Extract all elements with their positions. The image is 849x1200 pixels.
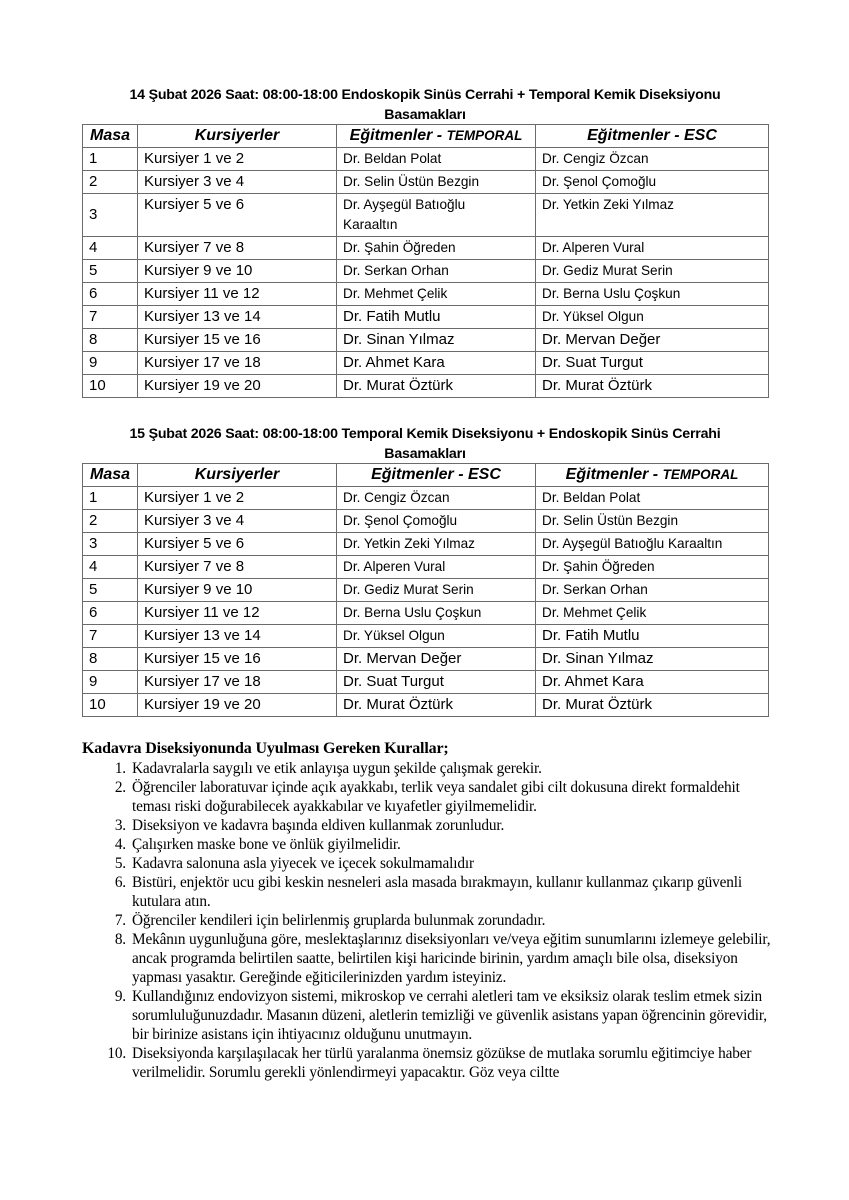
masa-cell: 10 <box>83 375 138 398</box>
kursiyer-cell: Kursiyer 15 ve 16 <box>138 648 337 671</box>
rule-text: Öğrenciler kendileri için belirlenmiş gruplarda bulunmak zorundadır. <box>132 912 546 929</box>
instructor-temporal-cell: Dr. Mehmet Çelik <box>536 602 769 625</box>
table-row <box>83 260 769 283</box>
rule-text: Kadavra salonuna asla yiyecek ve içecek sokulmamalıdır <box>132 855 474 872</box>
rule-text: Bistüri, enjektör ucu gibi keskin nesneleri asla masada bırakmayın, kullanır kullanmaz çıkarıp güvenli kutulara atın. <box>132 874 742 910</box>
header-suffix: TEMPORAL <box>446 128 523 143</box>
rule-item <box>82 835 782 854</box>
instructor-esc-cell: Dr. Murat Öztürk <box>337 694 536 717</box>
rule-item <box>82 854 782 873</box>
instructor-esc-cell: Dr. Yüksel Olgun <box>337 625 536 648</box>
table-row <box>83 148 769 171</box>
masa-cell: 4 <box>83 237 138 260</box>
masa-cell: 10 <box>83 694 138 717</box>
day2-title <box>82 424 768 464</box>
masa-cell: 4 <box>83 556 138 579</box>
table-header-row <box>83 464 769 487</box>
instructor-esc-cell: Dr. Murat Öztürk <box>536 375 769 398</box>
header-suffix: ESC <box>684 127 717 144</box>
instructor-esc-cell: Dr. Gediz Murat Serin <box>337 579 536 602</box>
masa-cell: 8 <box>83 648 138 671</box>
instructor-temporal-cell: Dr. Serkan Orhan <box>337 260 536 283</box>
rule-number: 9. <box>114 988 126 1005</box>
header-egitmenler-temporal <box>536 464 769 487</box>
kursiyer-cell: Kursiyer 3 ve 4 <box>138 171 337 194</box>
masa-cell: 6 <box>83 602 138 625</box>
table-row <box>83 329 769 352</box>
instructor-esc-cell: Dr. Cengiz Özcan <box>337 487 536 510</box>
header-masa: Masa <box>83 125 138 148</box>
header-kursiyerler: Kursiyerler <box>138 125 337 148</box>
masa-cell: 8 <box>83 329 138 352</box>
table-row <box>83 375 769 398</box>
table-row <box>83 237 769 260</box>
rule-text: Kadavralarla saygılı ve etik anlayışa uygun şekilde çalışmak gerekir. <box>132 760 542 777</box>
day1-title-line1: 14 Şubat 2026 Saat: 08:00-18:00 Endoskopik Sinüs Cerrahi + Temporal Kemik Diseksiyonu <box>129 87 721 103</box>
masa-cell: 1 <box>83 148 138 171</box>
table-row <box>83 556 769 579</box>
kursiyer-cell: Kursiyer 11 ve 12 <box>138 602 337 625</box>
rule-item <box>82 778 782 816</box>
instructor-esc-cell: Dr. Mervan Değer <box>536 329 769 352</box>
instructor-esc-cell: Dr. Suat Turgut <box>337 671 536 694</box>
table-row <box>83 533 769 556</box>
rule-number: 4. <box>114 836 126 853</box>
kursiyer-cell: Kursiyer 9 ve 10 <box>138 260 337 283</box>
instructor-temporal-cell: Dr. Ayşegül Batıoğlu Karaaltın <box>337 194 536 237</box>
day1-title <box>82 85 768 125</box>
day2-schedule-table <box>82 463 769 717</box>
masa-cell: 3 <box>83 194 138 237</box>
instructor-esc-cell: Dr. Yetkin Zeki Yılmaz <box>337 533 536 556</box>
rule-text: Kullandığınız endovizyon sistemi, mikroskop ve cerrahi aletleri tam ve eksiksiz olarak teslim etmek sizin sorumluluğunuzdadır. Masanın düzeni, aletlerin temizliği ve güvenlik asistans yapan öğrencinin görevidir, bir birinize asistans için ihtiyacınız olduğunu unutmayın. <box>132 988 767 1043</box>
masa-cell: 2 <box>83 171 138 194</box>
table-header-row <box>83 125 769 148</box>
kursiyer-cell: Kursiyer 11 ve 12 <box>138 283 337 306</box>
instructor-esc-cell: Dr. Cengiz Özcan <box>536 148 769 171</box>
header-prefix: Eğitmenler - <box>349 127 447 144</box>
kursiyer-cell: Kursiyer 13 ve 14 <box>138 625 337 648</box>
kursiyer-cell: Kursiyer 3 ve 4 <box>138 510 337 533</box>
instructor-temporal-cell: Dr. Selin Üstün Bezgin <box>536 510 769 533</box>
instructor-temporal-cell: Dr. Serkan Orhan <box>536 579 769 602</box>
table-row <box>83 671 769 694</box>
instructor-esc-cell: Dr. Yüksel Olgun <box>536 306 769 329</box>
table-row <box>83 510 769 533</box>
header-egitmenler-temporal <box>337 125 536 148</box>
instructor-temporal-cell: Dr. Ayşegül Batıoğlu Karaaltın <box>536 533 769 556</box>
instructor-temporal-cell: Dr. Mehmet Çelik <box>337 283 536 306</box>
rule-number: 3. <box>114 817 126 834</box>
masa-cell: 5 <box>83 260 138 283</box>
rule-number: 10. <box>107 1045 126 1062</box>
table-row <box>83 625 769 648</box>
instructor-esc-cell: Dr. Şenol Çomoğlu <box>536 171 769 194</box>
kursiyer-cell: Kursiyer 15 ve 16 <box>138 329 337 352</box>
kursiyer-cell: Kursiyer 5 ve 6 <box>138 194 337 237</box>
rule-number: 8. <box>114 931 126 948</box>
instructor-esc-cell: Dr. Suat Turgut <box>536 352 769 375</box>
masa-cell: 9 <box>83 352 138 375</box>
kursiyer-cell: Kursiyer 5 ve 6 <box>138 533 337 556</box>
rules-list <box>82 759 782 1082</box>
kursiyer-cell: Kursiyer 9 ve 10 <box>138 579 337 602</box>
instructor-esc-cell: Dr. Alperen Vural <box>536 237 769 260</box>
table-row <box>83 648 769 671</box>
masa-cell: 7 <box>83 306 138 329</box>
table-row <box>83 283 769 306</box>
instructor-temporal-cell: Dr. Ahmet Kara <box>337 352 536 375</box>
table-row <box>83 352 769 375</box>
rule-number: 1. <box>114 760 126 777</box>
instructor-esc-cell: Dr. Berna Uslu Çoşkun <box>536 283 769 306</box>
masa-cell: 7 <box>83 625 138 648</box>
instructor-esc-cell: Dr. Alperen Vural <box>337 556 536 579</box>
header-egitmenler-esc <box>536 125 769 148</box>
rule-item <box>82 759 782 778</box>
header-kursiyerler: Kursiyerler <box>138 464 337 487</box>
masa-cell: 2 <box>83 510 138 533</box>
kursiyer-cell: Kursiyer 19 ve 20 <box>138 694 337 717</box>
rule-item <box>82 816 782 835</box>
instructor-temporal-cell: Dr. Murat Öztürk <box>337 375 536 398</box>
instructor-esc-cell: Dr. Gediz Murat Serin <box>536 260 769 283</box>
masa-cell: 3 <box>83 533 138 556</box>
instructor-esc-cell: Dr. Berna Uslu Çoşkun <box>337 602 536 625</box>
rule-item <box>82 930 782 987</box>
rule-number: 7. <box>114 912 126 929</box>
instructor-esc-cell: Dr. Yetkin Zeki Yılmaz <box>536 194 769 237</box>
header-egitmenler-esc <box>337 464 536 487</box>
instructor-temporal-cell: Dr. Beldan Polat <box>337 148 536 171</box>
day1-title-line2: Basamakları <box>384 107 466 123</box>
header-prefix: Eğitmenler - <box>565 466 663 483</box>
masa-cell: 6 <box>83 283 138 306</box>
table-row <box>83 602 769 625</box>
masa-cell: 5 <box>83 579 138 602</box>
table-row <box>83 487 769 510</box>
table-row <box>83 306 769 329</box>
masa-cell: 9 <box>83 671 138 694</box>
instructor-temporal-cell: Dr. Şahin Öğreden <box>337 237 536 260</box>
rule-text: Diseksiyonda karşılaşılacak her türlü yaralanma önemsiz gözükse de mutlaka sorumlu eğitimciye haber verilmelidir. Sorumlu gerekli yönlendirmeyi yapacaktır. Göz veya ciltte <box>132 1045 752 1081</box>
table-row <box>83 579 769 602</box>
rule-number: 5. <box>114 855 126 872</box>
masa-cell: 1 <box>83 487 138 510</box>
table-row <box>83 694 769 717</box>
rule-text: Mekânın uygunluğuna göre, meslektaşlarınız diseksiyonları ve/veya eğitim sunumlarını izlemeye gelebilir, ancak programda belirtilen saatte, belirtilen kişi haricinde birinin, yardım amaçlı bile olsa, diseksiyon yapması yasaktır. Gereğinde eğiticilerinizden yardım isteyiniz. <box>132 931 771 986</box>
rule-item <box>82 1044 782 1082</box>
day2-title-line2: Basamakları <box>384 446 466 462</box>
kursiyer-cell: Kursiyer 17 ve 18 <box>138 671 337 694</box>
rule-text: Çalışırken maske bone ve önlük giyilmelidir. <box>132 836 401 853</box>
header-suffix: TEMPORAL <box>662 467 739 482</box>
rule-item <box>82 987 782 1044</box>
rule-number: 2. <box>114 779 126 796</box>
rules-section <box>82 739 782 1082</box>
day2-title-line1: 15 Şubat 2026 Saat: 08:00-18:00 Temporal Kemik Diseksiyonu + Endoskopik Sinüs Cerrahi <box>129 426 721 442</box>
instructor-temporal-cell: Dr. Şahin Öğreden <box>536 556 769 579</box>
instructor-temporal-cell: Dr. Ahmet Kara <box>536 671 769 694</box>
rule-text: Diseksiyon ve kadavra başında eldiven kullanmak zorunludur. <box>132 817 505 834</box>
table-row <box>83 194 769 237</box>
header-prefix: Eğitmenler - <box>587 127 684 144</box>
kursiyer-cell: Kursiyer 1 ve 2 <box>138 487 337 510</box>
instructor-temporal-cell: Dr. Fatih Mutlu <box>536 625 769 648</box>
instructor-esc-cell: Dr. Şenol Çomoğlu <box>337 510 536 533</box>
rule-item <box>82 911 782 930</box>
kursiyer-cell: Kursiyer 7 ve 8 <box>138 237 337 260</box>
rules-title: Kadavra Diseksiyonunda Uyulması Gereken Kurallar; <box>82 740 449 757</box>
header-suffix: ESC <box>468 466 501 483</box>
kursiyer-cell: Kursiyer 1 ve 2 <box>138 148 337 171</box>
instructor-temporal-cell: Dr. Beldan Polat <box>536 487 769 510</box>
kursiyer-cell: Kursiyer 7 ve 8 <box>138 556 337 579</box>
header-prefix: Eğitmenler - <box>371 466 468 483</box>
instructor-temporal-cell: Dr. Murat Öztürk <box>536 694 769 717</box>
instructor-esc-cell: Dr. Mervan Değer <box>337 648 536 671</box>
instructor-temporal-cell: Dr. Sinan Yılmaz <box>536 648 769 671</box>
rule-number: 6. <box>114 874 126 891</box>
rule-text: Öğrenciler laboratuvar içinde açık ayakkabı, terlik veya sandalet gibi cilt dokusuna direkt formaldehit teması riski doğurabilecek ayakkabılar ve kıyafetler giyilmemelidir. <box>132 779 740 815</box>
kursiyer-cell: Kursiyer 13 ve 14 <box>138 306 337 329</box>
kursiyer-cell: Kursiyer 17 ve 18 <box>138 352 337 375</box>
header-masa: Masa <box>83 464 138 487</box>
instructor-temporal-cell: Dr. Selin Üstün Bezgin <box>337 171 536 194</box>
instructor-temporal-cell: Dr. Fatih Mutlu <box>337 306 536 329</box>
instructor-temporal-cell: Dr. Sinan Yılmaz <box>337 329 536 352</box>
day1-schedule-table <box>82 124 769 398</box>
table-row <box>83 171 769 194</box>
kursiyer-cell: Kursiyer 19 ve 20 <box>138 375 337 398</box>
rule-item <box>82 873 782 911</box>
